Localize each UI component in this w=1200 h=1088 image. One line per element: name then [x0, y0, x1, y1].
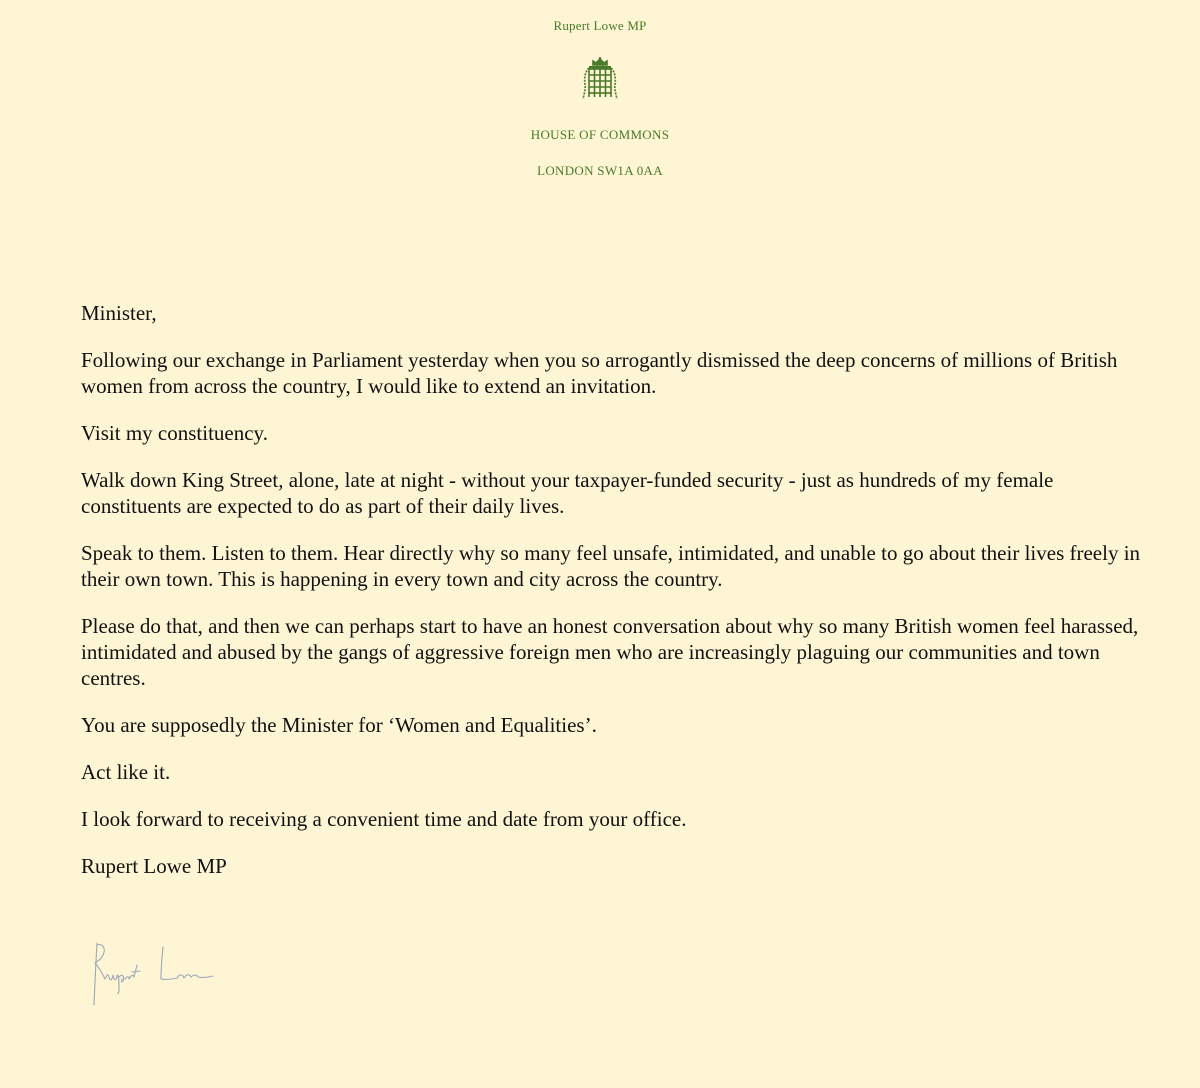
paragraph-speak: Speak to them. Listen to them. Hear directly why so many feel unsafe, intimidated, and unable to go about their lives freely in their own town. This is happening in every town and city across the country.: [81, 541, 1141, 591]
paragraph-conversation: Please do that, and then we can perhaps start to have an honest conversation about why so many British women feel harassed, intimidated and abused by the gangs of aggressive foreign men who are increasingly plaguing our communities and town centres.: [81, 614, 1139, 690]
paragraph-act: Act like it.: [81, 760, 171, 784]
letter-body: [81, 300, 1141, 900]
letterhead-name: Rupert Lowe MP: [553, 18, 647, 33]
letterhead-address: LONDON SW1A 0AA: [537, 163, 663, 178]
paragraph-walk: Walk down King Street, alone, late at night - without your taxpayer-funded security - just as hundreds of my female constituents are expected to do as part of their daily lives.: [81, 468, 1054, 518]
salutation: Minister,: [81, 301, 157, 325]
signature: [85, 935, 220, 1015]
portcullis-icon: [580, 56, 620, 102]
paragraph-closing: I look forward to receiving a convenient time and date from your office.: [81, 807, 687, 831]
signoff: Rupert Lowe MP: [81, 854, 227, 878]
paragraph-visit: Visit my constituency.: [81, 421, 268, 445]
paragraph-minister: You are supposedly the Minister for ‘Women and Equalities’.: [81, 713, 597, 737]
letterhead-house: HOUSE OF COMMONS: [530, 127, 670, 142]
paragraph-invitation: Following our exchange in Parliament yesterday when you so arrogantly dismissed the deep concerns of millions of British women from across the country, I would like to extend an invitation.: [81, 348, 1118, 398]
